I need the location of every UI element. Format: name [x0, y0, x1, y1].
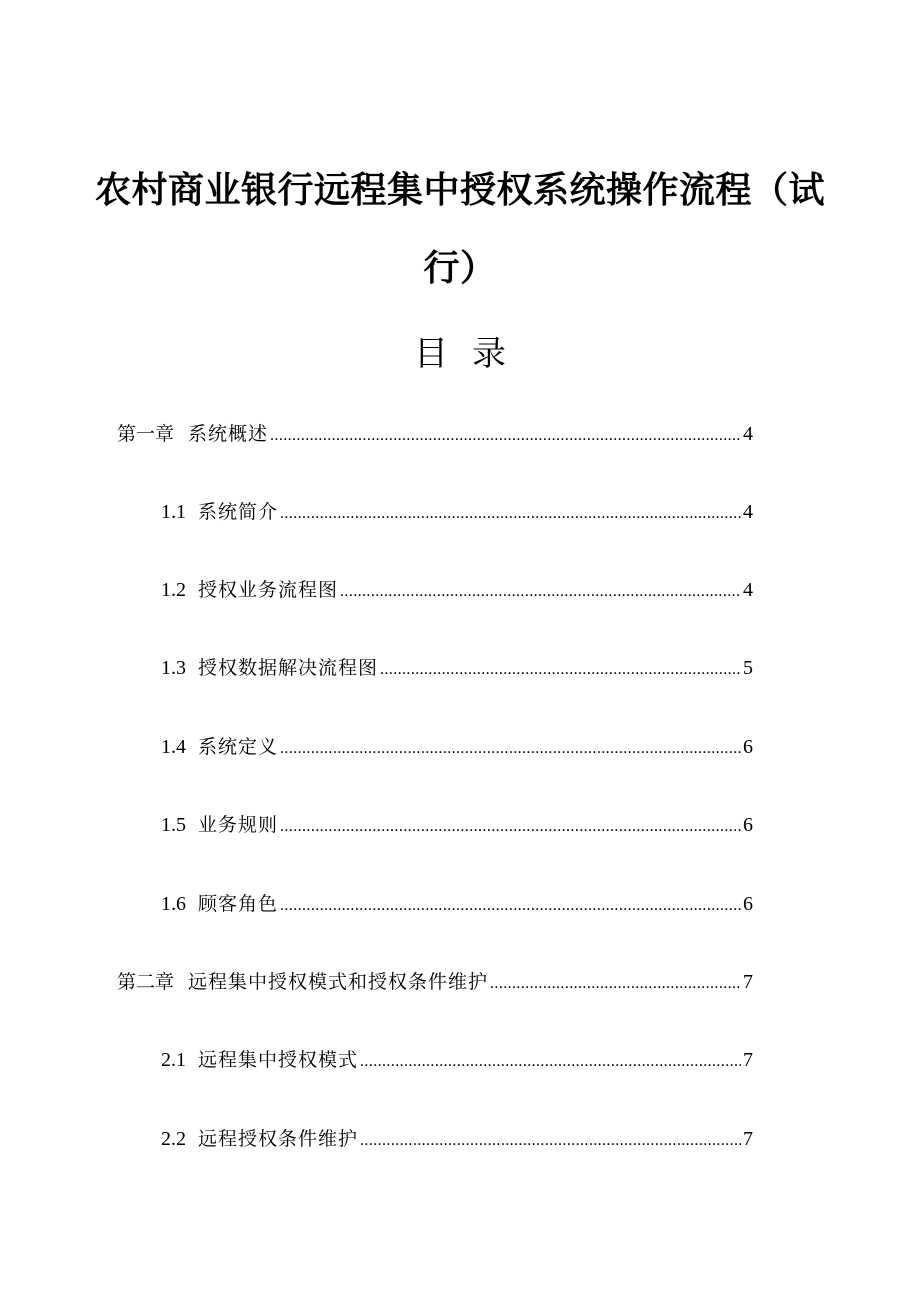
toc-entry-number: 1.2 [161, 579, 186, 601]
toc-entry-page: 6 [743, 814, 753, 836]
toc-entry-page: 4 [743, 579, 753, 601]
toc-entry-title: 远程集中授权模式 [198, 1049, 359, 1071]
toc-entry-page: 7 [743, 1049, 753, 1071]
toc-entry-page: 5 [743, 657, 753, 679]
toc-entry-1-2[interactable] [161, 575, 753, 605]
toc-entry-title: 远程集中授权模式和授权条件维护 [188, 971, 489, 993]
toc-entry-2-1[interactable] [161, 1045, 753, 1075]
toc-entry-1-1[interactable] [161, 497, 753, 527]
toc-entry-title: 系统定义 [198, 736, 279, 758]
toc-dot-leader [490, 969, 741, 999]
toc-dot-leader [280, 891, 741, 921]
toc-entry-title: 系统简介 [198, 501, 279, 523]
toc-entry-number: 1.5 [161, 814, 186, 836]
toc-entry-page: 6 [743, 893, 753, 915]
toc-entry-title: 业务规则 [198, 814, 279, 836]
toc-entry-number: 2.1 [161, 1049, 186, 1071]
toc-entry-page: 6 [743, 736, 753, 758]
toc-dot-leader [380, 655, 741, 685]
toc-entry-page: 4 [743, 423, 753, 445]
toc-entry-number: 1.6 [161, 893, 186, 915]
toc-dot-leader [360, 1126, 741, 1156]
document-title: 农村商业银行远程集中授权系统操作流程（试行） [95, 170, 826, 290]
toc-entry-2-2[interactable] [161, 1124, 753, 1154]
toc-dot-leader [280, 734, 741, 764]
toc-entry-1-5[interactable] [161, 810, 753, 840]
toc-entry-number: 1.4 [161, 736, 186, 758]
toc-entry-1-3[interactable] [161, 653, 753, 683]
toc-heading: 目录 [414, 334, 530, 374]
toc-dot-leader [280, 499, 741, 529]
toc-entry-number: 2.2 [161, 1128, 186, 1150]
toc-entry-title: 顾客角色 [198, 893, 279, 915]
toc-entry-title: 授权业务流程图 [198, 579, 339, 601]
toc-entry-page: 7 [743, 1128, 753, 1150]
toc-entry-number: 第一章 [117, 423, 175, 445]
toc-entry-chapter-2[interactable] [117, 967, 753, 997]
toc-entry-title: 系统概述 [188, 423, 269, 445]
toc-entry-1-4[interactable] [161, 732, 753, 762]
toc-entry-title: 远程授权条件维护 [198, 1128, 359, 1150]
toc-entry-title: 授权数据解决流程图 [198, 657, 379, 679]
toc-entry-number: 1.1 [161, 501, 186, 523]
toc-dot-leader [270, 421, 741, 451]
toc-dot-leader [360, 1047, 741, 1077]
toc-dot-leader [280, 812, 741, 842]
toc-entry-page: 4 [743, 501, 753, 523]
toc-entry-number: 1.3 [161, 657, 186, 679]
toc-entry-page: 7 [743, 971, 753, 993]
toc-dot-leader [340, 577, 741, 607]
toc-entry-1-6[interactable] [161, 889, 753, 919]
toc-entry-chapter-1[interactable] [117, 419, 753, 449]
toc-entry-number: 第二章 [117, 971, 175, 993]
